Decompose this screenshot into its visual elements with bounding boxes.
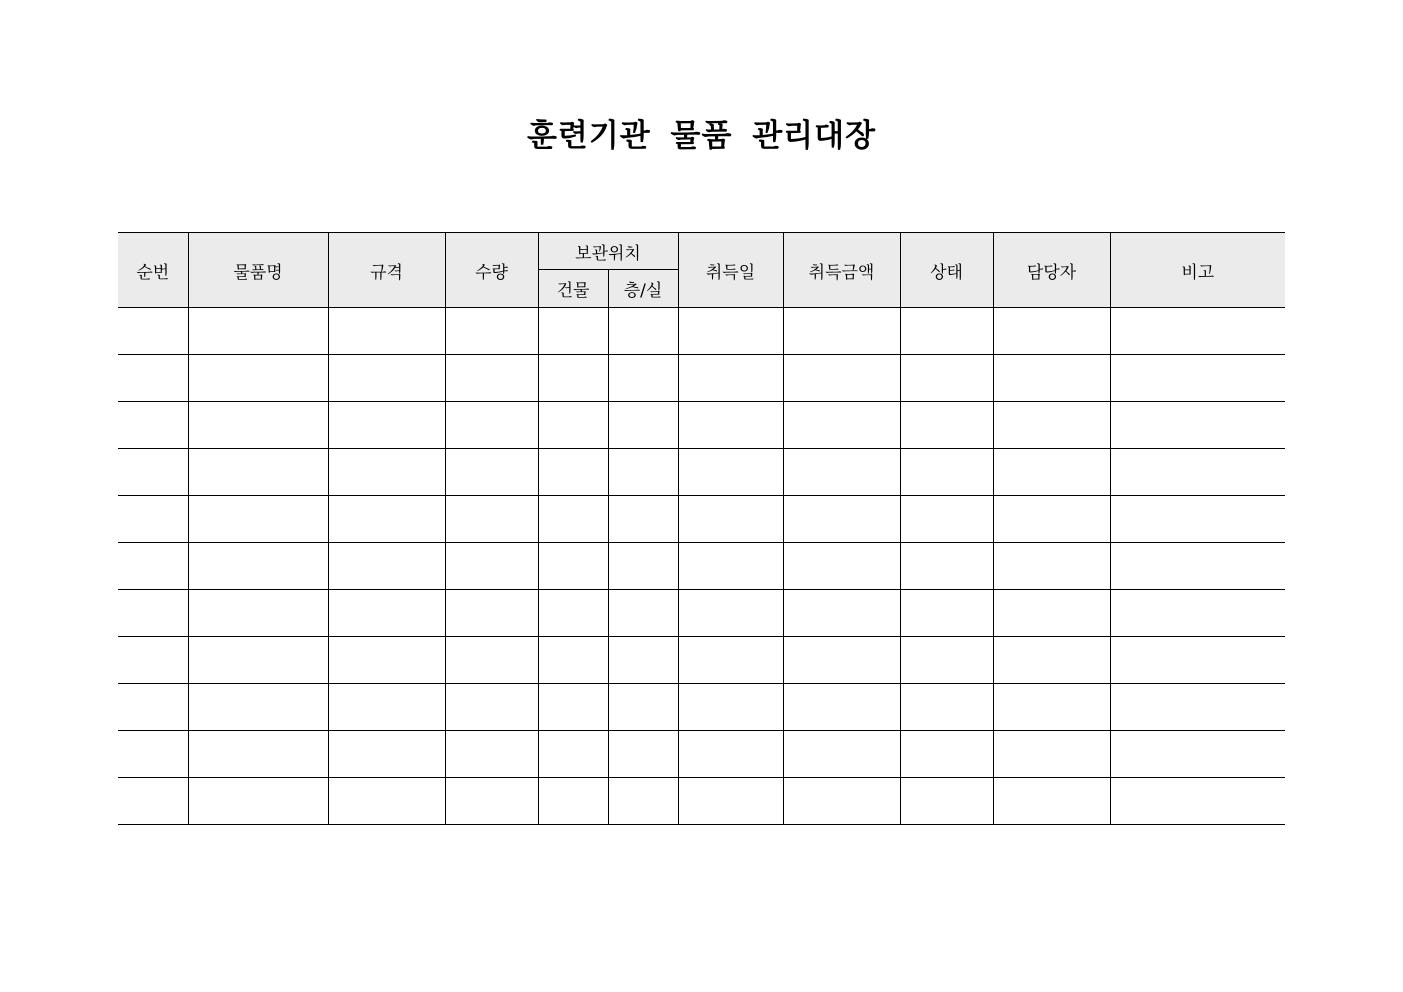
- cell-manager[interactable]: [993, 449, 1110, 496]
- cell-quantity[interactable]: [445, 731, 538, 778]
- cell-acquired-amount[interactable]: [783, 402, 900, 449]
- cell-acquired-amount[interactable]: [783, 637, 900, 684]
- table-row: [118, 731, 1285, 778]
- cell-seq[interactable]: [118, 355, 188, 402]
- cell-item-name[interactable]: [188, 778, 328, 825]
- cell-building[interactable]: [538, 637, 608, 684]
- table-row: [118, 778, 1285, 825]
- header-storage-location: 보관위치: [538, 233, 678, 270]
- cell-building[interactable]: [538, 449, 608, 496]
- cell-acquired-date[interactable]: [678, 402, 783, 449]
- cell-manager[interactable]: [993, 731, 1110, 778]
- cell-manager[interactable]: [993, 590, 1110, 637]
- cell-quantity[interactable]: [445, 308, 538, 355]
- cell-spec[interactable]: [328, 355, 445, 402]
- table-row: [118, 637, 1285, 684]
- table-row: [118, 449, 1285, 496]
- cell-remarks[interactable]: [1110, 684, 1285, 731]
- table-row: [118, 590, 1285, 637]
- cell-item-name[interactable]: [188, 543, 328, 590]
- cell-acquired-date[interactable]: [678, 496, 783, 543]
- table-row: [118, 684, 1285, 731]
- cell-building[interactable]: [538, 496, 608, 543]
- cell-spec[interactable]: [328, 684, 445, 731]
- header-acquired-date: 취득일: [678, 233, 783, 308]
- cell-spec[interactable]: [328, 778, 445, 825]
- cell-status[interactable]: [900, 637, 993, 684]
- cell-quantity[interactable]: [445, 402, 538, 449]
- cell-building[interactable]: [538, 543, 608, 590]
- cell-remarks[interactable]: [1110, 355, 1285, 402]
- cell-manager[interactable]: [993, 496, 1110, 543]
- cell-floor-room[interactable]: [608, 637, 678, 684]
- table-row: [118, 402, 1285, 449]
- cell-manager[interactable]: [993, 684, 1110, 731]
- cell-quantity[interactable]: [445, 496, 538, 543]
- cell-building[interactable]: [538, 590, 608, 637]
- table-row: [118, 543, 1285, 590]
- cell-acquired-date[interactable]: [678, 778, 783, 825]
- cell-spec[interactable]: [328, 637, 445, 684]
- header-acquired-amount: 취득금액: [783, 233, 900, 308]
- header-building: 건물: [538, 270, 608, 308]
- cell-quantity[interactable]: [445, 449, 538, 496]
- cell-status[interactable]: [900, 402, 993, 449]
- cell-item-name[interactable]: [188, 402, 328, 449]
- cell-acquired-amount[interactable]: [783, 449, 900, 496]
- cell-spec[interactable]: [328, 543, 445, 590]
- cell-remarks[interactable]: [1110, 449, 1285, 496]
- cell-status[interactable]: [900, 590, 993, 637]
- cell-status[interactable]: [900, 778, 993, 825]
- table-body: [118, 308, 1285, 825]
- cell-quantity[interactable]: [445, 590, 538, 637]
- cell-status[interactable]: [900, 496, 993, 543]
- cell-acquired-amount[interactable]: [783, 590, 900, 637]
- cell-seq[interactable]: [118, 402, 188, 449]
- header-spec: 규격: [328, 233, 445, 308]
- cell-manager[interactable]: [993, 637, 1110, 684]
- cell-acquired-date[interactable]: [678, 543, 783, 590]
- header-status: 상태: [900, 233, 993, 308]
- cell-manager[interactable]: [993, 355, 1110, 402]
- cell-seq[interactable]: [118, 308, 188, 355]
- header-seq: 순번: [118, 233, 188, 308]
- cell-floor-room[interactable]: [608, 308, 678, 355]
- cell-spec[interactable]: [328, 496, 445, 543]
- cell-seq[interactable]: [118, 449, 188, 496]
- cell-seq[interactable]: [118, 543, 188, 590]
- cell-spec[interactable]: [328, 402, 445, 449]
- cell-quantity[interactable]: [445, 684, 538, 731]
- cell-building[interactable]: [538, 402, 608, 449]
- cell-floor-room[interactable]: [608, 402, 678, 449]
- cell-floor-room[interactable]: [608, 731, 678, 778]
- cell-manager[interactable]: [993, 308, 1110, 355]
- cell-spec[interactable]: [328, 731, 445, 778]
- cell-seq[interactable]: [118, 496, 188, 543]
- cell-floor-room[interactable]: [608, 684, 678, 731]
- cell-remarks[interactable]: [1110, 637, 1285, 684]
- cell-seq[interactable]: [118, 778, 188, 825]
- cell-remarks[interactable]: [1110, 731, 1285, 778]
- cell-floor-room[interactable]: [608, 543, 678, 590]
- cell-status[interactable]: [900, 684, 993, 731]
- cell-building[interactable]: [538, 731, 608, 778]
- table-row: [118, 355, 1285, 402]
- cell-floor-room[interactable]: [608, 449, 678, 496]
- cell-status[interactable]: [900, 355, 993, 402]
- cell-acquired-amount[interactable]: [783, 308, 900, 355]
- cell-quantity[interactable]: [445, 543, 538, 590]
- cell-manager[interactable]: [993, 778, 1110, 825]
- cell-acquired-amount[interactable]: [783, 778, 900, 825]
- cell-quantity[interactable]: [445, 637, 538, 684]
- cell-seq[interactable]: [118, 684, 188, 731]
- cell-item-name[interactable]: [188, 355, 328, 402]
- cell-remarks[interactable]: [1110, 543, 1285, 590]
- cell-building[interactable]: [538, 308, 608, 355]
- cell-acquired-date[interactable]: [678, 308, 783, 355]
- cell-building[interactable]: [538, 684, 608, 731]
- document-title: 훈련기관 물품 관리대장: [526, 118, 877, 154]
- cell-acquired-amount[interactable]: [783, 684, 900, 731]
- cell-acquired-amount[interactable]: [783, 731, 900, 778]
- cell-remarks[interactable]: [1110, 308, 1285, 355]
- cell-quantity[interactable]: [445, 778, 538, 825]
- cell-item-name[interactable]: [188, 637, 328, 684]
- cell-remarks[interactable]: [1110, 778, 1285, 825]
- cell-item-name[interactable]: [188, 731, 328, 778]
- cell-item-name[interactable]: [188, 449, 328, 496]
- cell-spec[interactable]: [328, 308, 445, 355]
- cell-acquired-date[interactable]: [678, 637, 783, 684]
- cell-item-name[interactable]: [188, 308, 328, 355]
- cell-acquired-amount[interactable]: [783, 496, 900, 543]
- cell-spec[interactable]: [328, 590, 445, 637]
- cell-floor-room[interactable]: [608, 590, 678, 637]
- cell-acquired-date[interactable]: [678, 590, 783, 637]
- table-row: [118, 308, 1285, 355]
- cell-floor-room[interactable]: [608, 496, 678, 543]
- cell-seq[interactable]: [118, 731, 188, 778]
- cell-acquired-amount[interactable]: [783, 355, 900, 402]
- cell-status[interactable]: [900, 308, 993, 355]
- cell-manager[interactable]: [993, 402, 1110, 449]
- cell-status[interactable]: [900, 543, 993, 590]
- header-manager: 담당자: [993, 233, 1110, 308]
- cell-building[interactable]: [538, 778, 608, 825]
- cell-acquired-amount[interactable]: [783, 543, 900, 590]
- header-floor-room: 층/실: [608, 270, 678, 308]
- header-item-name: 물품명: [188, 233, 328, 308]
- header-remarks: 비고: [1110, 233, 1285, 308]
- cell-remarks[interactable]: [1110, 496, 1285, 543]
- cell-item-name[interactable]: [188, 496, 328, 543]
- cell-remarks[interactable]: [1110, 590, 1285, 637]
- table-header: [118, 233, 1285, 308]
- cell-item-name[interactable]: [188, 590, 328, 637]
- cell-item-name[interactable]: [188, 684, 328, 731]
- cell-remarks[interactable]: [1110, 402, 1285, 449]
- cell-quantity[interactable]: [445, 355, 538, 402]
- item-ledger-table: [118, 232, 1285, 825]
- cell-seq[interactable]: [118, 637, 188, 684]
- cell-status[interactable]: [900, 731, 993, 778]
- cell-floor-room[interactable]: [608, 778, 678, 825]
- cell-acquired-date[interactable]: [678, 449, 783, 496]
- cell-spec[interactable]: [328, 449, 445, 496]
- cell-acquired-date[interactable]: [678, 355, 783, 402]
- cell-acquired-date[interactable]: [678, 731, 783, 778]
- cell-acquired-date[interactable]: [678, 684, 783, 731]
- cell-status[interactable]: [900, 449, 993, 496]
- cell-manager[interactable]: [993, 543, 1110, 590]
- header-quantity: 수량: [445, 233, 538, 308]
- table-row: [118, 496, 1285, 543]
- cell-seq[interactable]: [118, 590, 188, 637]
- cell-floor-room[interactable]: [608, 355, 678, 402]
- cell-building[interactable]: [538, 355, 608, 402]
